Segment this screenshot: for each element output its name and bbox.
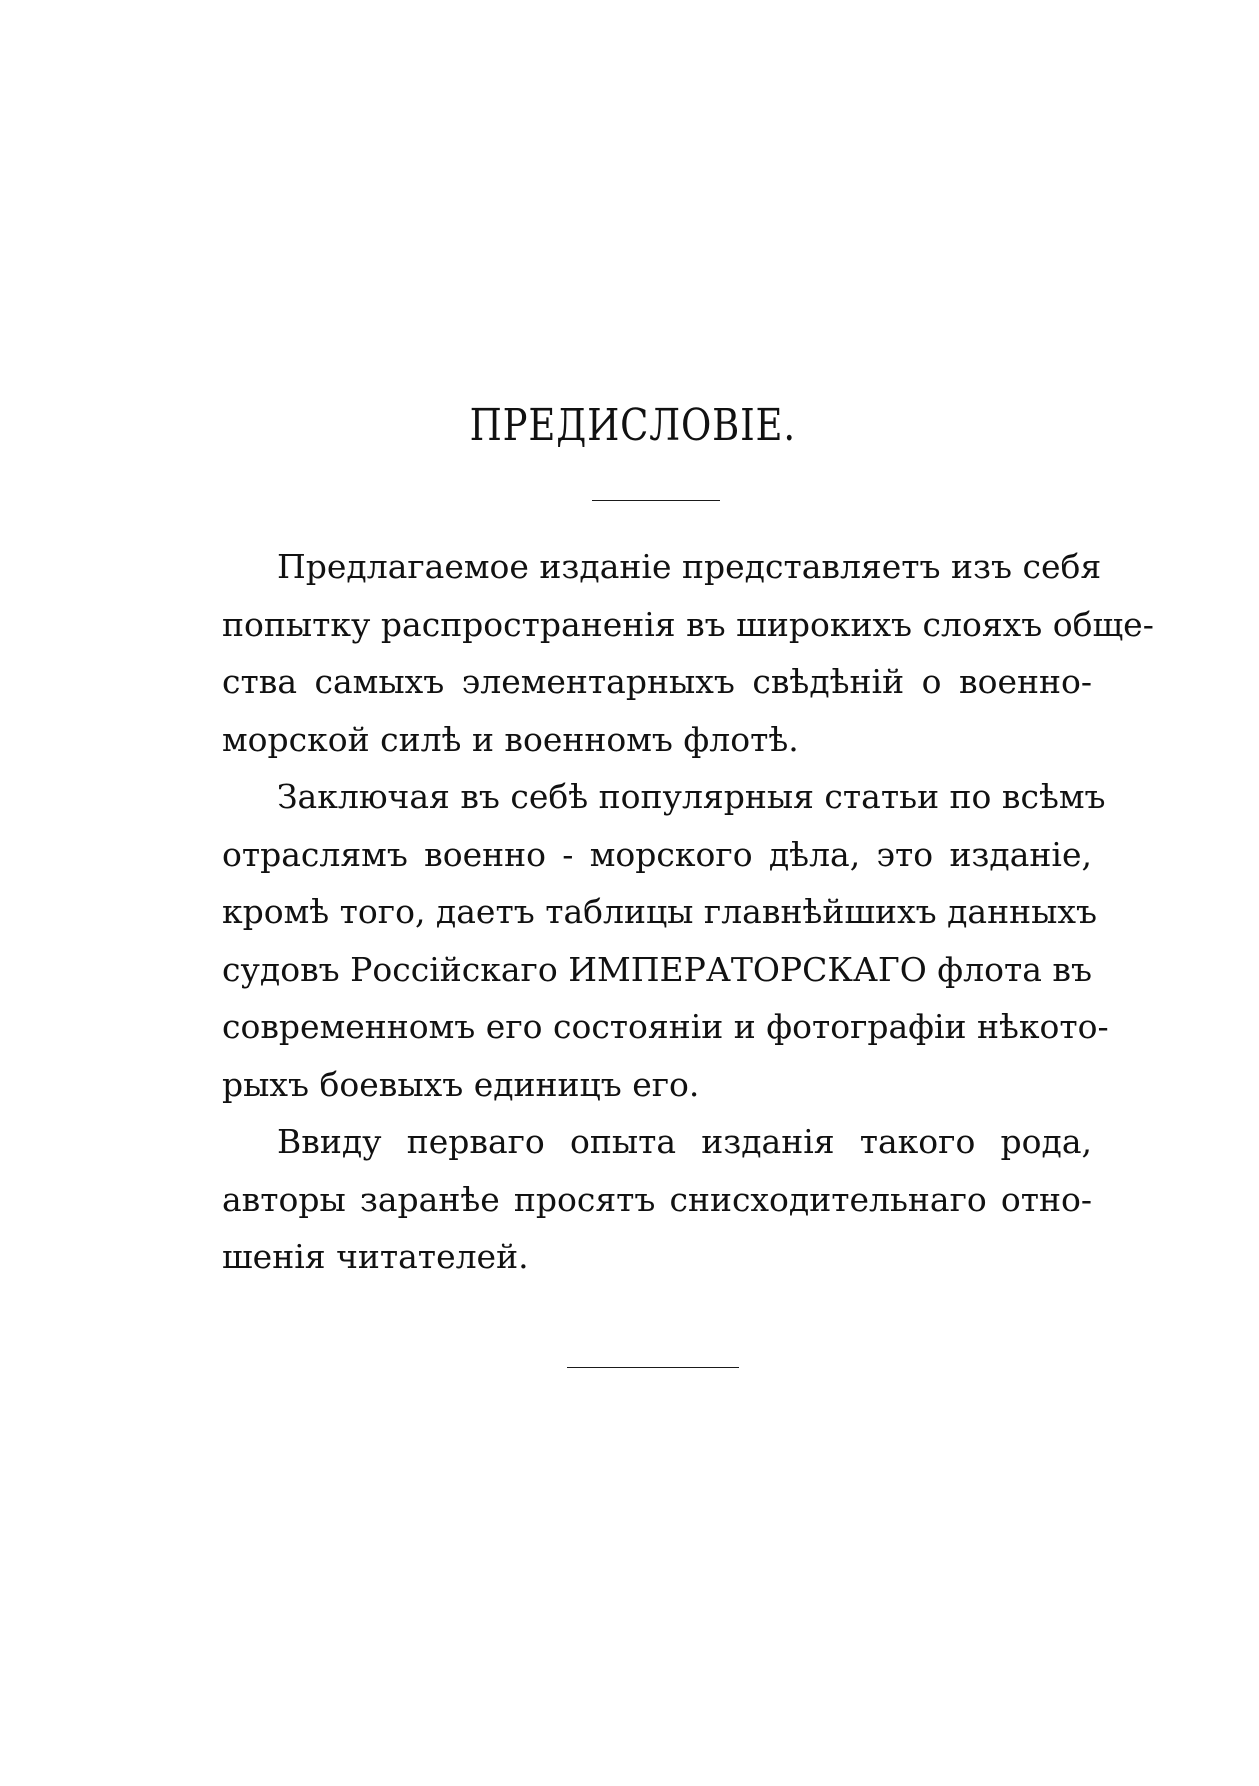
paragraph-1-line-4: морской силѣ и военномъ флотѣ. <box>222 719 799 759</box>
paragraph-3-line-3: шенія читателей. <box>222 1237 529 1276</box>
paragraph-2-line-2: отраслямъ военно - морского дѣла, это изданіе, <box>222 834 1092 874</box>
paragraph-2-line-5: современномъ его состояніи и фотографіи нѣкото- <box>222 1007 1109 1046</box>
end-divider <box>567 1367 739 1368</box>
paragraph-2-line-6: рыхъ боевыхъ единицъ его. <box>222 1064 700 1104</box>
paragraph-2-line-3: кромѣ того, даетъ таблицы главнѣйшихъ данныхъ <box>222 892 1097 931</box>
paragraph-1-line-2: попытку распространенія въ широкихъ слояхъ обще- <box>222 604 1154 644</box>
page-title: ПРЕДИСЛОВІЕ. <box>469 400 796 451</box>
title-divider <box>592 500 720 501</box>
paragraph-1-line-3: ства самыхъ элементарныхъ свѣдѣній о военно- <box>222 662 1092 701</box>
paragraph-1-line-1: Предлагаемое изданіе представляетъ изъ себя <box>277 547 1102 586</box>
paragraph-2-line-1: Заключая въ себѣ популярныя статьи по всѣмъ <box>277 777 1106 816</box>
preface-body <box>222 538 1154 1286</box>
paragraph-3-line-2: авторы заранѣе просятъ снисходительнаго отно- <box>222 1179 1092 1219</box>
paragraph-2-line-4: судовъ Россійскаго ИМПЕРАТОРСКАГО флота въ <box>222 949 1092 989</box>
paragraph-3-line-1: Ввиду перваго опыта изданія такого рода, <box>277 1122 1092 1161</box>
